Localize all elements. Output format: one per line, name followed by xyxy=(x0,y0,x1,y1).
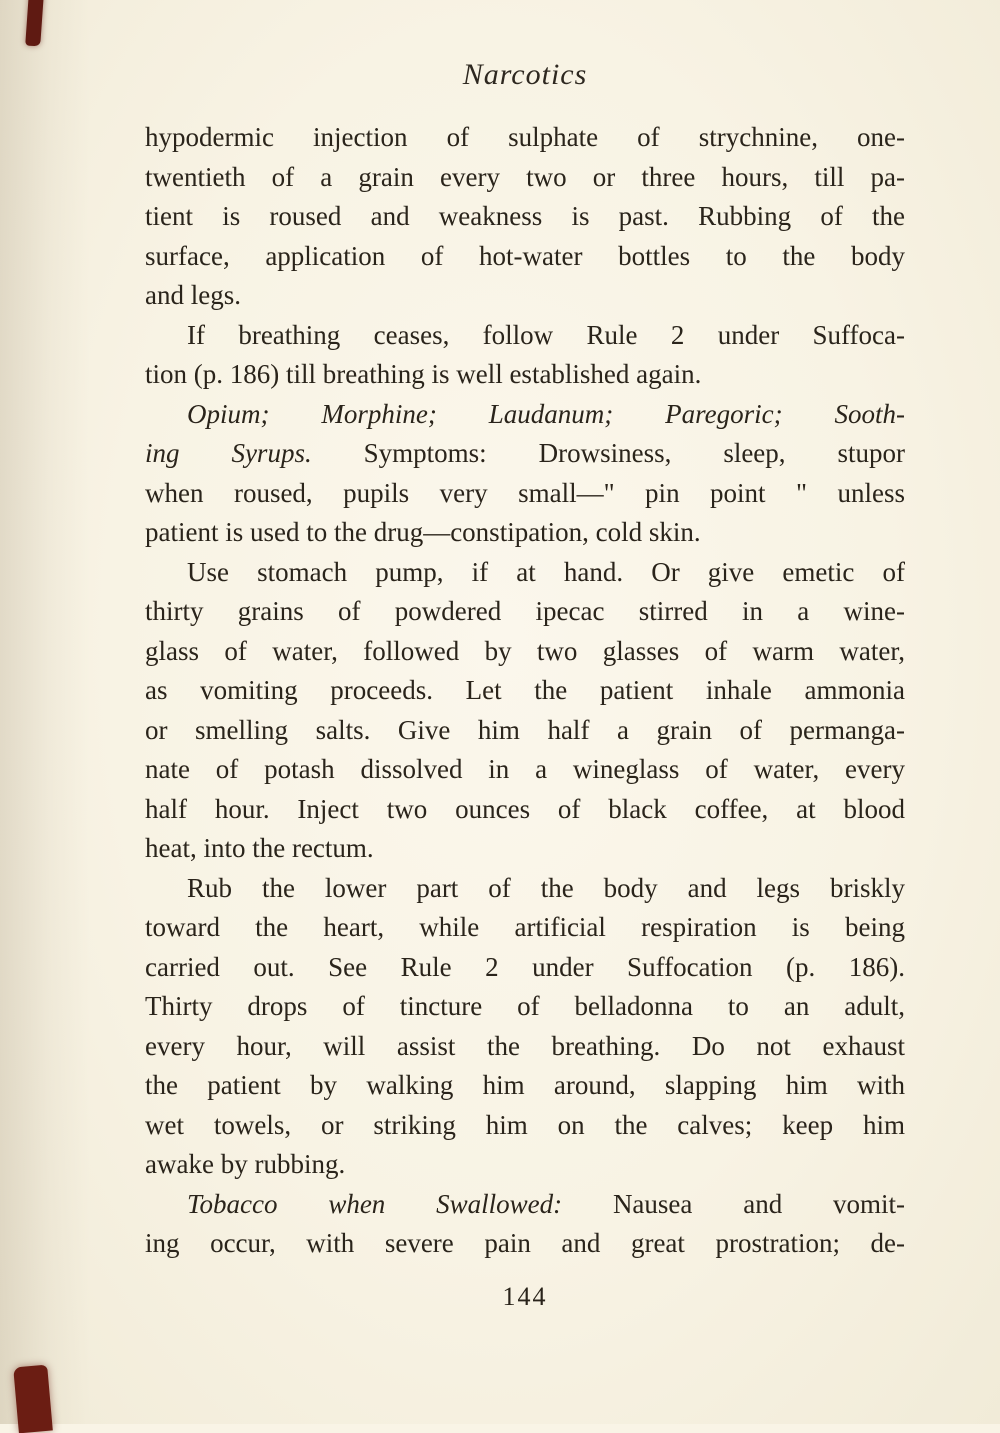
text-line xyxy=(145,513,905,553)
paragraph xyxy=(145,395,905,553)
text-line xyxy=(145,158,905,198)
page-number: 144 xyxy=(502,1282,548,1311)
text-segment: Use stomach pump, if at hand. Or give emetic of xyxy=(187,556,905,587)
text-segment: half hour. Inject two ounces of black coffee, at blood xyxy=(145,793,905,824)
text-line xyxy=(145,987,905,1027)
text-line xyxy=(145,829,905,869)
text-line xyxy=(145,869,905,909)
text-line xyxy=(145,434,905,474)
italic-text: ing Syrups. xyxy=(145,438,312,468)
italic-text: Opium; Morphine; Laudanum; Paregoric; Sooth- xyxy=(187,398,905,429)
paragraph xyxy=(145,869,905,1185)
text-segment: hypodermic injection of sulphate of strychnine, one- xyxy=(145,122,905,152)
text-line xyxy=(145,632,905,672)
text-line xyxy=(145,316,905,356)
text-line xyxy=(145,474,905,514)
text-line xyxy=(145,790,905,830)
text-segment: If breathing ceases, follow Rule 2 under Suffoca- xyxy=(187,319,905,350)
text-segment: heat, into the rectum. xyxy=(145,833,374,863)
text-segment: awake by rubbing. xyxy=(145,1149,346,1179)
text-segment: or smelling salts. Give him half a grain of permanga- xyxy=(145,714,905,745)
italic-text: Tobacco when Swallowed: xyxy=(187,1188,563,1219)
text-segment: glass of water, followed by two glasses of warm water, xyxy=(145,635,905,666)
text-segment: the patient by walking him around, slapping him with xyxy=(145,1070,905,1100)
text-line xyxy=(145,1145,905,1185)
text-line xyxy=(145,948,905,988)
text-segment: Rub the lower part of the body and legs briskly xyxy=(187,872,905,903)
paragraph xyxy=(145,553,905,869)
text-line xyxy=(145,1224,905,1264)
text-line xyxy=(145,197,905,237)
running-head: Narcotics xyxy=(462,58,588,91)
paragraph xyxy=(145,1185,905,1264)
text-segment: tient is roused and weakness is past. Rubbing of the xyxy=(145,201,905,231)
text-segment: surface, application of hot-water bottles to the body xyxy=(145,240,905,271)
text-line xyxy=(145,276,905,316)
text-segment: when roused, pupils very small—" pin point " unless xyxy=(145,477,905,508)
text-segment: tion (p. 186) till breathing is well established again. xyxy=(145,359,702,389)
text-segment: thirty grains of powdered ipecac stirred in a wine- xyxy=(145,596,905,626)
text-line xyxy=(145,711,905,751)
text-line xyxy=(145,553,905,593)
text-line xyxy=(145,908,905,948)
text-segment: ing occur, with severe pain and great prostration; de- xyxy=(145,1228,905,1258)
text-segment: toward the heart, while artificial respiration is being xyxy=(145,912,905,942)
text-line xyxy=(145,750,905,790)
paragraph xyxy=(145,118,905,316)
text-segment: patient is used to the drug—constipation, cold skin. xyxy=(145,517,701,547)
text-line xyxy=(145,118,905,158)
text-segment: wet towels, or striking him on the calves; keep him xyxy=(145,1109,905,1140)
text-line xyxy=(145,237,905,277)
text-segment: carried out. See Rule 2 under Suffocation (p. 186). xyxy=(145,951,905,982)
text-segment: Thirty drops of tincture of belladonna to an adult, xyxy=(145,991,905,1021)
text-block xyxy=(145,58,905,1264)
text-segment: twentieth of a grain every two or three hours, till pa- xyxy=(145,161,905,192)
text-line xyxy=(145,592,905,632)
text-segment: Nausea and vomit- xyxy=(562,1188,905,1219)
text-line xyxy=(145,395,905,435)
text-segment: Symptoms: Drowsiness, sleep, stupor xyxy=(311,438,905,468)
text-line xyxy=(145,1185,905,1225)
text-line xyxy=(145,1066,905,1106)
text-segment: as vomiting proceeds. Let the patient inhale ammonia xyxy=(145,675,905,705)
binding-mark-bottom xyxy=(13,1365,53,1433)
text-line xyxy=(145,1027,905,1067)
text-segment: and legs. xyxy=(145,280,241,310)
text-segment: every hour, will assist the breathing. Do not exhaust xyxy=(145,1030,905,1061)
text-line xyxy=(145,1106,905,1146)
text-segment: nate of potash dissolved in a wineglass of water, every xyxy=(145,754,905,784)
text-line xyxy=(145,671,905,711)
text-line xyxy=(145,355,905,395)
page-body xyxy=(145,118,905,1264)
paragraph xyxy=(145,316,905,395)
gutter-shadow xyxy=(0,0,90,1424)
binding-mark-top xyxy=(25,0,44,46)
